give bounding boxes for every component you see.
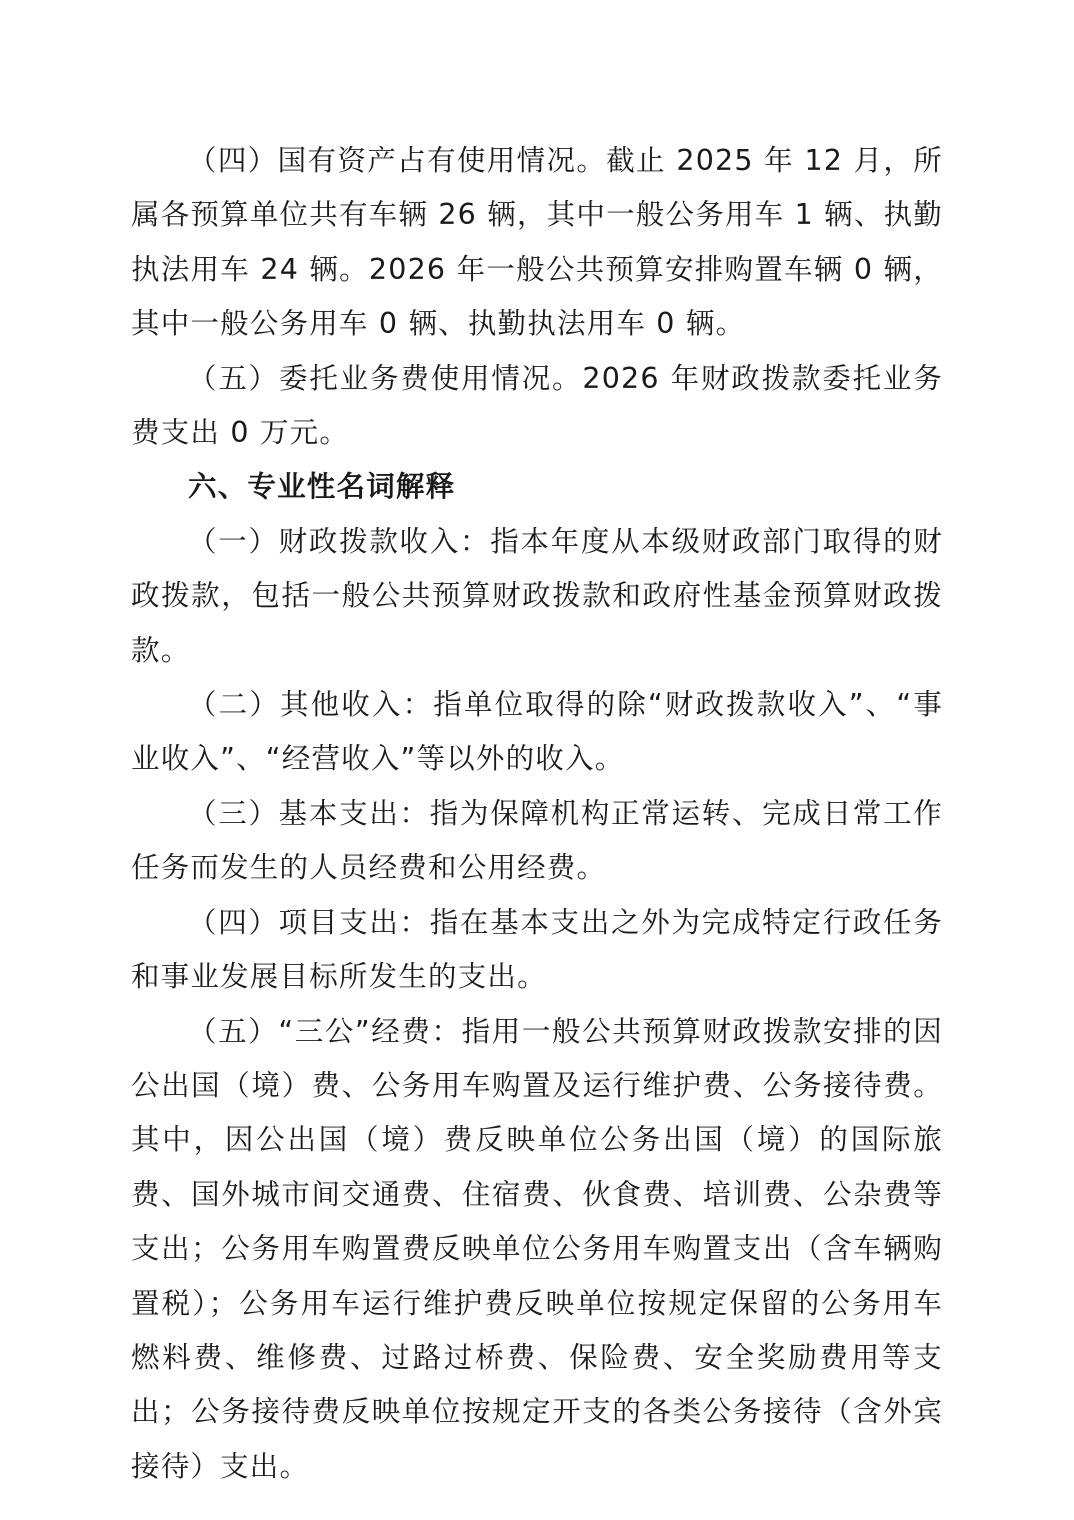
paragraph-commission-fees: （五）委托业务费使用情况。2026 年财政拨款委托业务费支出 0 万元。 <box>131 361 943 450</box>
definition-three-public-expenses: （五）“三公”经费：指用一般公共预算财政拨款安排的因公出国（境）费、公务用车购置及运行维护费、公务接待费。其中，因公出国（境）费反映单位公务出国（境）的国际旅费、国外城市间交通费、住宿费、伙食费、培训费、公杂费等支出；公务用车购置费反映单位公务用车购置支出（含车辆购置税）；公务用车运行维护费反映单位按规定保留的公务用车燃料费、维修费、过路过桥费、保险费、安全奖励费用等支出；公务接待费反映单位按规定开支的各类公务接待（含外宾接待）支出。 <box>131 1014 943 1483</box>
definition-other-income: （二）其他收入：指单位取得的除“财政拨款收入”、“事业收入”、“经营收入”等以外的收入。 <box>131 688 943 776</box>
document-body <box>131 134 943 1494</box>
definition-project-expenditure: （四）项目支出：指在基本支出之外为完成特定行政任务和事业发展目标所发生的支出。 <box>131 905 943 994</box>
section-heading-terms: 六、专业性名词解释 <box>188 470 456 504</box>
definition-basic-expenditure: （三）基本支出：指为保障机构正常运转、完成日常工作任务而发生的人员经费和公用经费。 <box>131 796 943 885</box>
paragraph-state-assets: （四）国有资产占有使用情况。截止 2025 年 12 月，所属各预算单位共有车辆 26 辆，其中一般公务用车 1 辆、执勤执法用车 24 辆。2026 年一般公共预算安排购置车辆 0 辆，其中一般公务用车 0 辆、执勤执法用车 0 辆。 <box>131 144 943 341</box>
definition-fiscal-appropriation: （一）财政拨款收入：指本年度从本级财政部门取得的财政拨款，包括一般公共预算财政拨款和政府性基金预算财政拨款。 <box>131 524 943 667</box>
